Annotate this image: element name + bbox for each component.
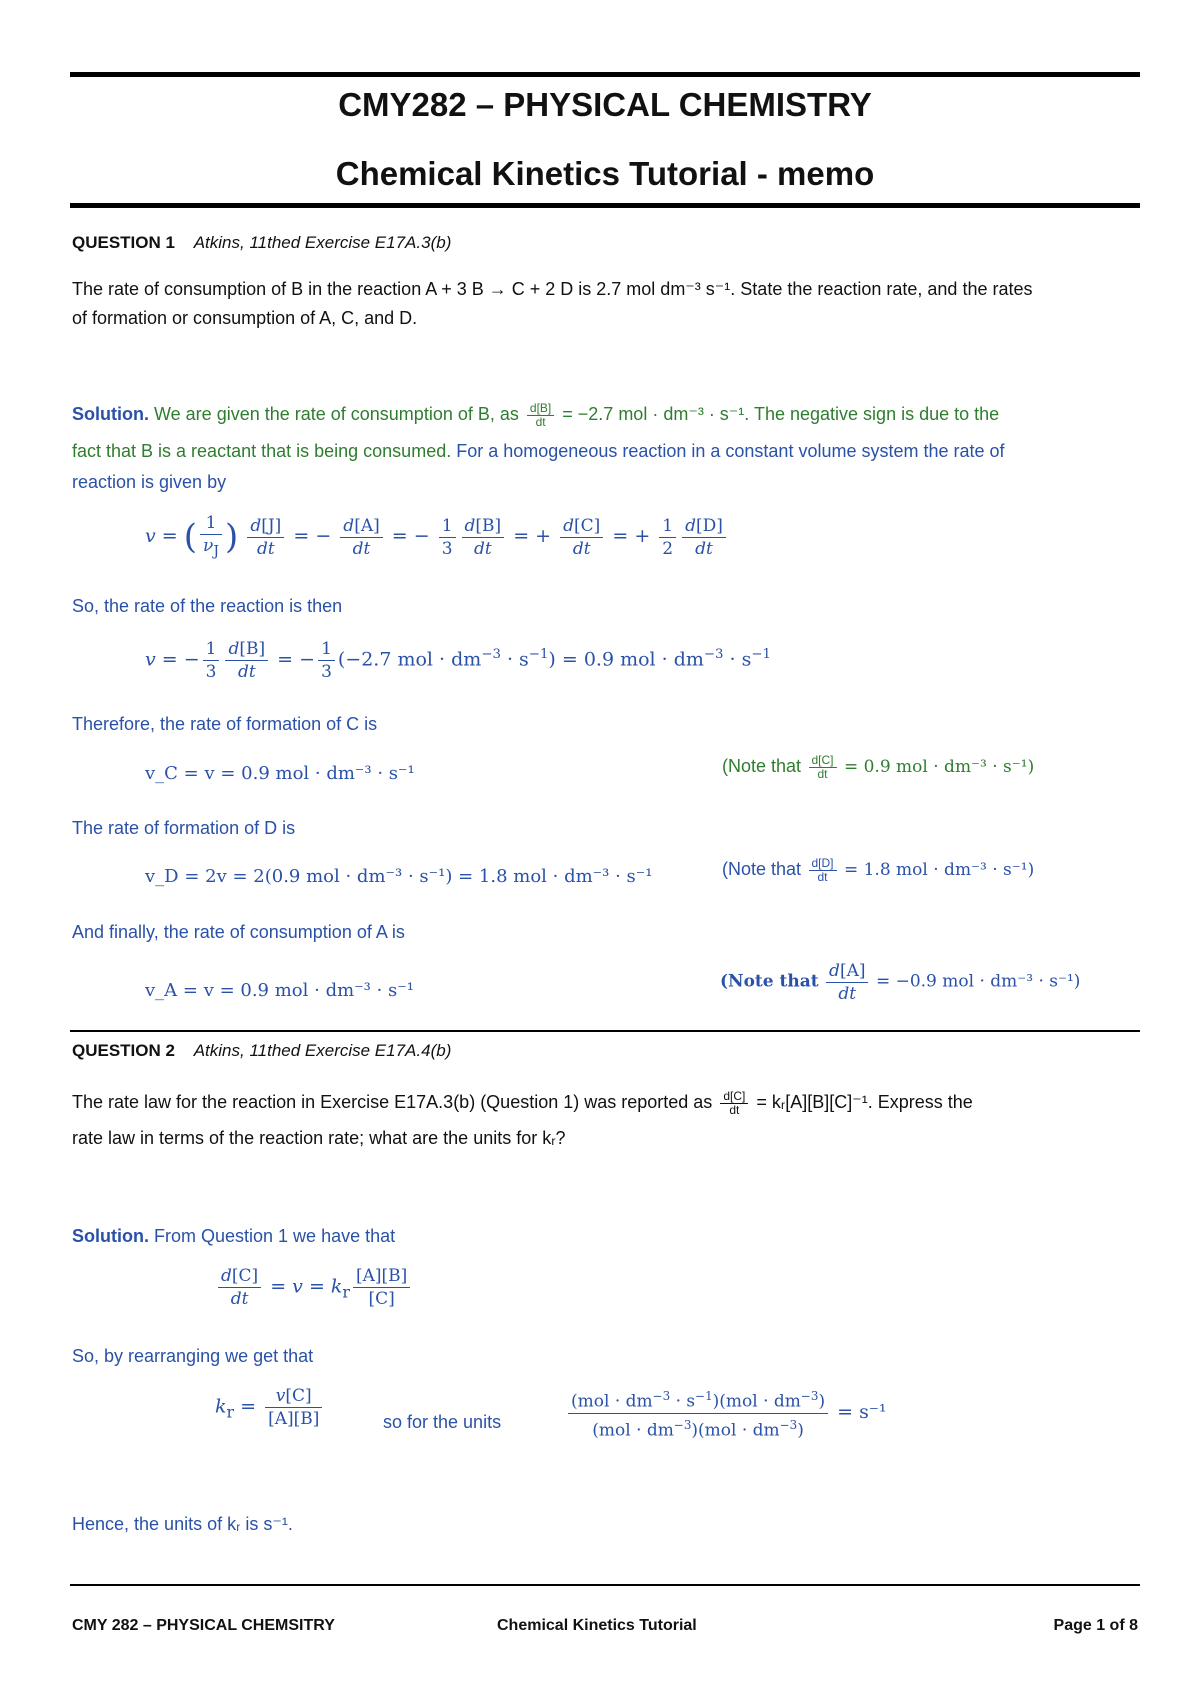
footer-left: CMY 282 – PHYSICAL CHEMSITRY — [72, 1617, 335, 1634]
c-note-label: (Note that — [722, 756, 802, 776]
a-note-label: (Note that — [720, 971, 819, 992]
q1-solution-line1 — [72, 400, 999, 429]
q1-solution-line2 — [72, 437, 1005, 466]
dA-dt-fraction: $\frac{d[A]}{dt}$ — [826, 960, 868, 1005]
d-rate-equation: v_D = 2v = 2(0.9 mol · dm⁻³ · s⁻¹) = 1.8 mol · dm⁻³ · s⁻¹ — [145, 866, 653, 887]
rate-law-equation: $\frac{d[C]}{dt}$ = $v = k_r$ $\frac{[A][B]}{[C]}$ — [215, 1265, 413, 1310]
q2-solution-label: Solution. — [72, 1226, 149, 1246]
a-intro: And finally, the rate of consumption of A is — [72, 922, 405, 942]
units-derivation: $\frac{(mol \cdot dm^{-3} \cdot s^{-1})(mol \cdot dm^{-3})}{(mol \cdot dm^{-3})(mol \cdot dm^{-3})}$ = s⁻¹ — [565, 1385, 887, 1441]
q2-solution-line1 — [72, 1222, 395, 1251]
q1-solution-line3: reaction is given by — [72, 472, 227, 492]
units-label: so for the units — [383, 1412, 502, 1432]
rearrange-intro: So, by rearranging we get that — [72, 1346, 314, 1366]
q1-question — [72, 275, 1142, 333]
dC-dt-fraction: $\frac{d[C]}{dt}$ — [809, 754, 837, 781]
q2-question-line1 — [72, 1088, 973, 1117]
q1-reference: Atkins, 11thed Exercise E17A.3(b) — [193, 233, 452, 252]
rate-definition-equation: v = ( $\frac{1}{\nu_J}$ ) $\frac{d[J]}{dt}$ = − $\frac{d[A]}{dt}$ = − $\frac{1}{3}$ $\frac{d[B]}{dt}$ = + $\frac{d[C]}{dt}$ = + $\frac{1}{2}$ $\frac{d[D]}{dt}$ — [145, 512, 729, 562]
c-intro: Therefore, the rate of formation of C is — [72, 714, 378, 734]
kr-expression: $k_r$ = $\frac{v[C]}{[A][B]}$ — [215, 1385, 325, 1430]
q1-solution-text-b: = −2.7 mol · dm⁻³ · s⁻¹. The negative sign is due to the — [562, 404, 1000, 424]
hence-line: Hence, the units of kᵣ is s⁻¹. — [72, 1514, 293, 1534]
c-rate-equation: v_C = v = 0.9 mol · dm⁻³ · s⁻¹ — [145, 763, 415, 784]
q1-solution-text-a: We are given the rate of consumption of B, as — [154, 404, 519, 424]
footer-page-number: Page 1 of 8 — [1053, 1617, 1138, 1634]
q1-solution-label: Solution. — [72, 404, 149, 424]
q1-question-line1: The rate of consumption of B in the reaction A + 3 B → C + 2 D is 2.7 mol dm⁻³ s⁻¹. State the reaction rate, and the rates — [72, 279, 1033, 299]
c-note — [722, 752, 1034, 781]
header-bottom-rule — [70, 203, 1140, 208]
q1-heading — [72, 233, 451, 253]
d-note — [722, 855, 1034, 884]
q2-dC-dt-fraction: $\frac{d[C]}{dt}$ — [720, 1090, 748, 1117]
dB-dt-fraction: $\frac{d[B]}{dt}$ — [527, 402, 554, 429]
q1-solution-text-c: fact that B is a reactant that is being consumed. — [72, 441, 452, 461]
footer-rule — [70, 1584, 1140, 1586]
dD-dt-fraction: $\frac{d[D]}{dt}$ — [809, 857, 837, 884]
q2-label: QUESTION 2 — [72, 1041, 175, 1060]
q2-heading — [72, 1041, 451, 1061]
q1-question-line2: of formation or consumption of A, C, and D. — [72, 308, 418, 328]
q2-question-text-a: The rate law for the reaction in Exercise E17A.3(b) (Question 1) was reported as — [72, 1092, 713, 1112]
q2-question-line2: rate law in terms of the reaction rate; what are the units for kᵣ? — [72, 1128, 566, 1148]
document-title: Chemical Kinetics Tutorial - memo — [335, 155, 875, 192]
q2-reference: Atkins, 11thed Exercise E17A.4(b) — [193, 1041, 452, 1060]
course-title: CMY282 – PHYSICAL CHEMISTRY — [338, 86, 872, 123]
d-intro: The rate of formation of D is — [72, 818, 296, 838]
q2-question-text-b: = kᵣ[A][B][C]⁻¹. Express the — [756, 1092, 973, 1112]
q2-solution-text-a: From Question 1 we have that — [154, 1226, 396, 1246]
rate-intro: So, the rate of the reaction is then — [72, 596, 343, 616]
top-rule — [70, 72, 1140, 77]
footer-center: Chemical Kinetics Tutorial — [497, 1617, 697, 1634]
a-note-value: = −0.9 mol · dm⁻³ · s⁻¹) — [875, 971, 1081, 992]
units-result: = s⁻¹ — [837, 1401, 887, 1424]
question-divider — [70, 1030, 1140, 1032]
a-note — [720, 960, 1080, 1005]
q1-label: QUESTION 1 — [72, 233, 175, 252]
d-note-label: (Note that — [722, 859, 802, 879]
d-note-value: = 1.8 mol · dm⁻³ · s⁻¹) — [843, 860, 1035, 880]
q1-solution-text-d: For a homogeneous reaction in a constant volume system the rate of — [456, 441, 1005, 461]
c-note-value: = 0.9 mol · dm⁻³ · s⁻¹) — [843, 757, 1035, 777]
a-rate-equation: v_A = v = 0.9 mol · dm⁻³ · s⁻¹ — [145, 980, 414, 1001]
rate-calculation-equation: v = − $\frac{1}{3}$ $\frac{d[B]}{dt}$ = − $\frac{1}{3}$ (−2.7 mol · $dm^{-3} \cdot s^{-1}) = 0.9$ mol · $dm^{-3} \cdot s^{-1}$ — [145, 639, 771, 682]
